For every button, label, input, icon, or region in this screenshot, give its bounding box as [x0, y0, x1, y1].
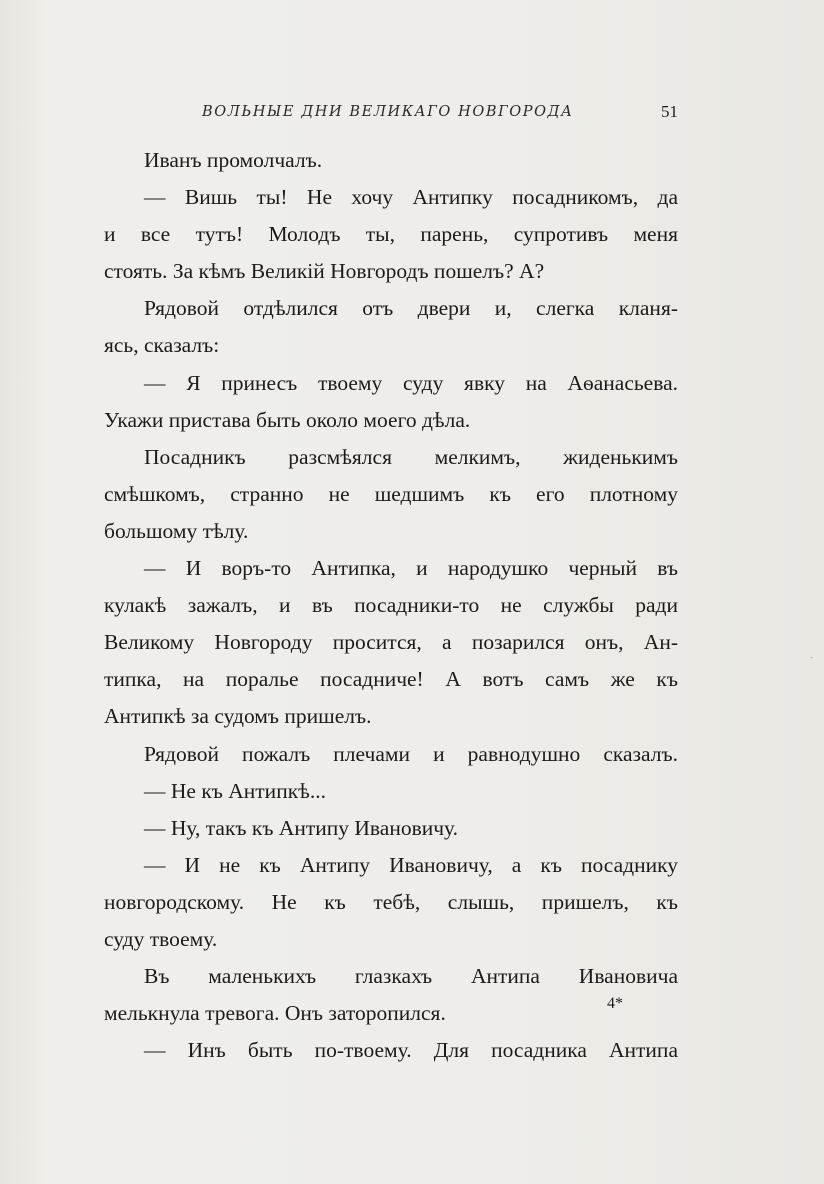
text-line: большому тѣлу.: [104, 518, 249, 543]
text-line: кулакѣ зажалъ, и въ посадники-то не службы ради: [104, 593, 678, 618]
text-line: суду твоему.: [104, 926, 218, 951]
text-line: — И воръ-то Антипка, и народушко черный въ: [144, 556, 678, 581]
text-line: — Ну, такъ къ Антипу Ивановичу.: [144, 815, 459, 840]
text-line: Рядовой отдѣлился отъ двери и, слегка кланя-: [144, 296, 678, 321]
text-line: — Инъ быть по-твоему. Для посадника Антипа: [144, 1038, 678, 1063]
text-line: ясь, сказалъ:: [104, 333, 220, 358]
text-line: — И не къ Антипу Ивановичу, а къ посаднику: [144, 852, 678, 877]
signature-mark: 4*: [607, 995, 623, 1012]
running-header: [104, 100, 678, 126]
text-line: новгородскому. Не къ тебѣ, слышь, пришелъ, къ: [104, 889, 678, 914]
text-line: мелькнула тревога. Онъ заторопился.: [104, 1001, 446, 1026]
text-line: Антипкѣ за судомъ пришелъ.: [104, 704, 372, 729]
running-title: ВОЛЬНЫЕ ДНИ ВЕЛИКАГО НОВГОРОДА: [202, 104, 574, 120]
text-line: — Вишь ты! Не хочу Антипку посадникомъ, да: [144, 185, 678, 210]
paper-speck: ˏ: [810, 648, 814, 659]
text-line: смѣшкомъ, странно не шедшимъ къ его плотному: [104, 481, 678, 506]
text-line: — Я принесъ твоему суду явку на Аѳанасьева.: [144, 370, 678, 395]
page-number: 51: [661, 102, 678, 121]
text-line: Великому Новгороду просится, а позарился онъ, Ан-: [104, 630, 678, 655]
text-line: — Не къ Антипкѣ...: [144, 778, 326, 803]
body-text: [104, 142, 678, 1069]
text-line: стоять. За кѣмъ Великiй Новгородъ пошелъ? А?: [104, 259, 545, 284]
text-line: Укажи пристава быть около моего дѣла.: [104, 407, 471, 432]
text-line: и все тутъ! Молодъ ты, парень, супротивъ меня: [104, 222, 678, 247]
text-line: Посадникъ разсмѣялся мелкимъ, жиденькимъ: [144, 444, 678, 469]
text-line: Иванъ промолчалъ.: [144, 148, 323, 172]
text-line: типка, на поралье посадниче! А вотъ самъ же къ: [104, 667, 678, 692]
text-line: Въ маленькихъ глазкахъ Антипа Ивановича: [144, 964, 678, 989]
text-line: Рядовой пожалъ плечами и равнодушно сказалъ.: [144, 741, 678, 766]
